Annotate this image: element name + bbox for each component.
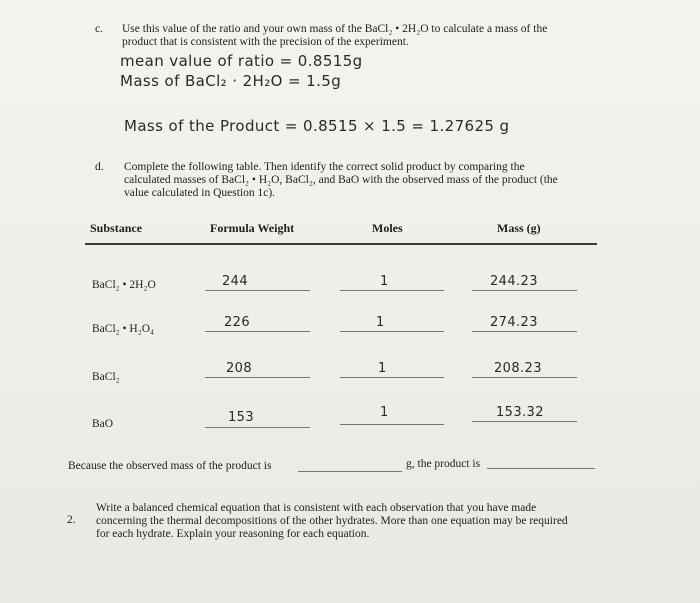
header-mass: Mass (g) xyxy=(497,221,541,235)
question-2-line2: concerning the thermal decompositions of the other hydrates. More than one equation may be required xyxy=(96,515,568,527)
part-d-prompt-line3: value calculated in Question 1c). xyxy=(124,187,276,199)
row3-moles: 1 xyxy=(378,361,387,376)
row4-substance: BaO xyxy=(92,418,114,430)
row3-substance: BaCl₂ xyxy=(92,371,120,383)
observed-mass-blank[interactable] xyxy=(298,471,402,472)
part-c-prompt-line1: Use this value of the ratio and your own mass of the BaCl₂ • 2H₂O to calculate a mass of the xyxy=(122,23,548,35)
row1-formula-weight: 244 xyxy=(222,274,249,289)
row1-moles: 1 xyxy=(380,274,389,289)
question-2-line3: for each hydrate. Explain your reasoning for each equation. xyxy=(96,528,370,540)
row4-mass-blank xyxy=(472,421,577,422)
row3-fw-blank xyxy=(205,377,310,378)
table-header-rule xyxy=(85,243,597,245)
question-2-number: 2. xyxy=(67,514,76,526)
because-text-middle: g, the product is xyxy=(406,458,481,470)
question-2-line1: Write a balanced chemical equation that is consistent with each observation that you have made xyxy=(96,502,537,514)
row1-mass-blank xyxy=(472,290,577,291)
part-c-prompt-line2: product that is consistent with the precision of the experiment. xyxy=(122,36,409,48)
row3-moles-blank xyxy=(340,377,444,378)
row2-moles: 1 xyxy=(376,315,385,330)
hw-mass-product: Mass of the Product = 0.8515 × 1.5 = 1.27625 g xyxy=(124,117,510,135)
row2-formula-weight: 226 xyxy=(224,315,251,330)
row1-fw-blank xyxy=(205,290,310,291)
bleed-through-text xyxy=(470,54,473,69)
row2-substance: BaCl₂ • H₂O₄ xyxy=(92,323,155,335)
part-d-prompt-line1: Complete the following table. Then identify the correct solid product by comparing the xyxy=(124,161,525,173)
row2-mass: 274.23 xyxy=(490,315,538,330)
row3-formula-weight: 208 xyxy=(226,361,253,376)
product-identity-blank[interactable] xyxy=(487,468,595,469)
hw-mean-ratio: mean value of ratio = 0.8515g xyxy=(120,52,363,70)
row3-mass: 208.23 xyxy=(494,361,542,376)
row4-fw-blank xyxy=(205,427,310,428)
header-moles: Moles xyxy=(372,221,403,235)
row2-fw-blank xyxy=(205,331,310,332)
row2-moles-blank xyxy=(340,331,444,332)
row4-moles-blank xyxy=(340,424,444,425)
part-d-label: d. xyxy=(95,161,104,173)
part-c-label: c. xyxy=(95,23,103,35)
part-d-prompt-line2: calculated masses of BaCl₂ • H₂O, BaCl₂, and BaO with the observed mass of the product (the xyxy=(124,174,558,186)
row3-mass-blank xyxy=(472,377,577,378)
row2-mass-blank xyxy=(472,331,577,332)
header-formula-weight: Formula Weight xyxy=(210,221,295,235)
row1-substance: BaCl₂ • 2H₂O xyxy=(92,279,156,291)
row1-moles-blank xyxy=(340,290,444,291)
because-text-before: Because the observed mass of the product is xyxy=(68,460,272,472)
header-substance: Substance xyxy=(90,221,143,235)
row4-formula-weight: 153 xyxy=(228,410,255,425)
row4-moles: 1 xyxy=(380,405,389,420)
hw-mass-bacl2: Mass of BaCl₂ · 2H₂O = 1.5g xyxy=(120,72,342,90)
row4-mass: 153.32 xyxy=(496,405,544,420)
row1-mass: 244.23 xyxy=(490,274,538,289)
